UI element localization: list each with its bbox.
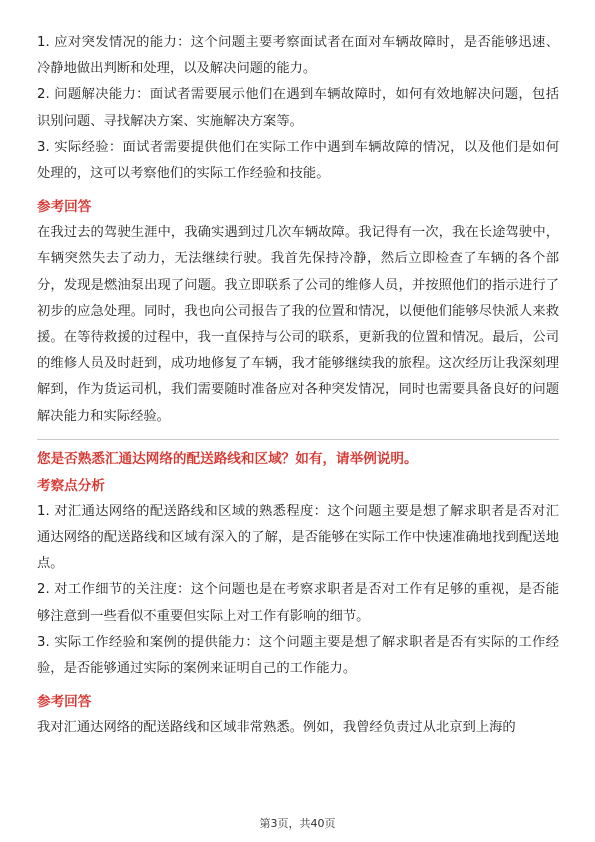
document-page [37, 0, 559, 741]
analysis-heading: 考察点分析 [37, 477, 105, 494]
section-divider [37, 439, 559, 440]
reference-answer-heading: 参考回答 [37, 199, 92, 216]
question-title: 您是否熟悉汇通达网络的配送路线和区域？如有，请举例说明。 [37, 450, 418, 467]
question-2 [37, 446, 559, 742]
analysis-item-1: 1. 对汇通达网络的配送路线和区域的熟悉程度：这个问题主要是想了解求职者是否对汇通达网络的配送路线和区域有深入的了解，是否能够在实际工作中快速准确地找到配送地点。 [37, 503, 559, 572]
question-1-continued [37, 30, 559, 430]
analysis-item-2: 2. 问题解决能力：面试者需要展示他们在遇到车辆故障时，如何有效地解决问题，包括识别问题、寻找解决方案、实施解决方案等。 [37, 87, 559, 129]
analysis-item-3: 3. 实际工作经验和案例的提供能力：这个问题主要是想了解求职者是否有实际的工作经验，是否能够通过实际的案例来证明自己的工作能力。 [37, 634, 559, 677]
page-number-footer: 第3页，共40页 [259, 817, 336, 830]
reference-answer-text: 我对汇通达网络的配送路线和区域非常熟悉。例如，我曾经负责过从北京到上海的 [37, 720, 516, 736]
reference-answer-text: 在我过去的驾驶生涯中，我确实遇到过几次车辆故障。我记得有一次，我在长途驾驶中，车辆突然失去了动力，无法继续行驶。我首先保持冷静，然后立即检查了车辆的各个部分，发现是燃油泵出现了问题。我立即联系了公司的维修人员，并按照他们的指示进行了初步的应急处理。同时，我也向公司报告了我的位置和情况，以便他们能够尽快派人来救援。在等待救援的过程中，我一直保持与公司的联系，更新我的位置和情况。最后，公司的维修人员及时赶到，成功地修复了车辆，我才能够继续我的旅程。这次经历让我深刻理解到，作为货运司机，我们需要随时准备应对各种突发情况，同时也需要具备良好的问题解决能力和实际经验。 [37, 225, 559, 424]
analysis-item-3: 3. 实际经验：面试者需要提供他们在实际工作中遇到车辆故障的情况，以及他们是如何处理的，这可以考察他们的实际工作经验和技能。 [37, 139, 559, 182]
top-margin [37, 0, 559, 30]
analysis-item-2: 2. 对工作细节的关注度：这个问题也是在考察求职者是否对工作有足够的重视，是否能够注意到一些看似不重要但实际上对工作有影响的细节。 [37, 582, 559, 624]
analysis-item-1: 1. 应对突发情况的能力：这个问题主要考察面试者在面对车辆故障时，是否能够迅速、冷静地做出判断和处理，以及解决问题的能力。 [37, 35, 559, 77]
reference-answer-heading: 参考回答 [37, 694, 92, 711]
